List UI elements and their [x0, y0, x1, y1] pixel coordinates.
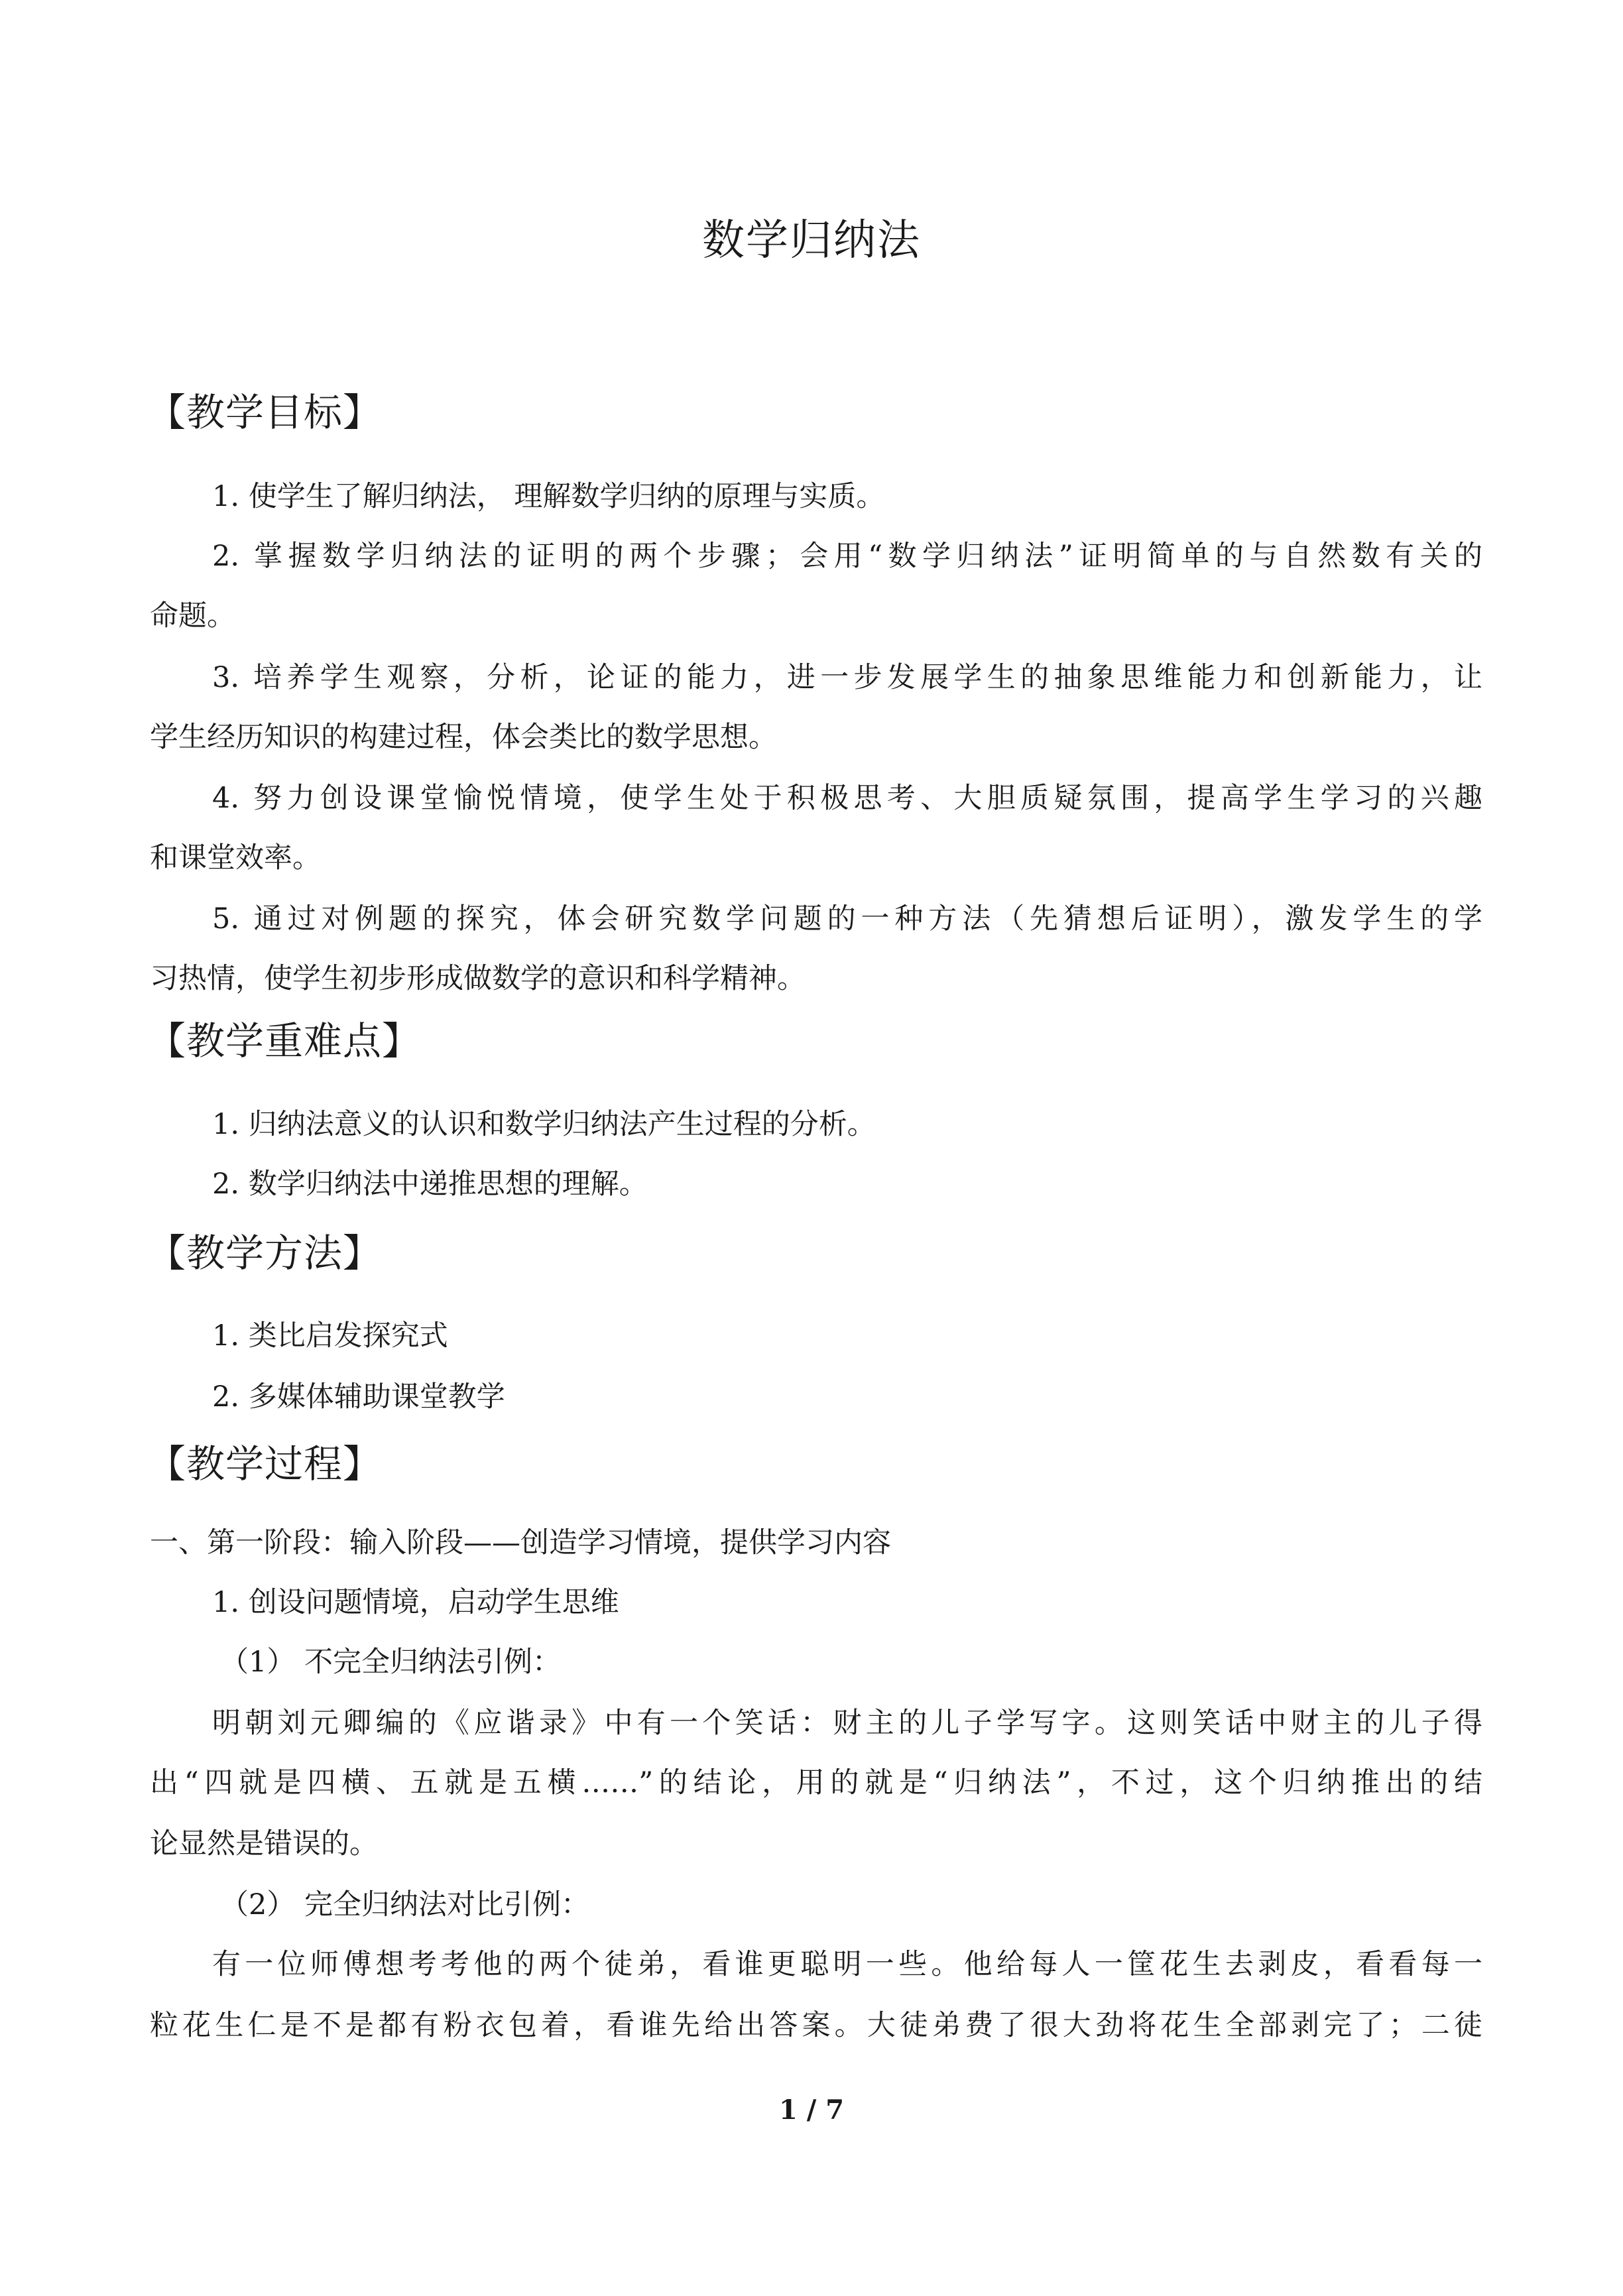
key-point-line: 2. 数学归纳法中递推思想的理解。: [212, 1168, 648, 1201]
objective-line: 4. 努力创设课堂愉悦情境，使学生处于积极思考、大胆质疑氛围，提高学生学习的兴趣: [212, 782, 1482, 815]
objective-line: 和课堂效率。: [150, 841, 321, 875]
process-line: 明朝刘元卿编的《应谐录》中有一个笑话：财主的儿子学写字。这则笑话中财主的儿子得: [212, 1707, 1482, 1740]
objective-line: 5. 通过对例题的探究，体会研究数学问题的一种方法（先猜想后证明），激发学生的学: [212, 902, 1482, 936]
section-heading-objectives: 【教学目标】: [147, 390, 383, 435]
section-heading-process: 【教学过程】: [147, 1441, 383, 1486]
process-line: 一、第一阶段：输入阶段——创造学习情境，提供学习内容: [150, 1526, 891, 1559]
process-line: 出“四就是四横、五就是五横……”的结论，用的就是“归纳法”，不过，这个归纳推出的结: [150, 1766, 1482, 1799]
objective-line: 2. 掌握数学归纳法的证明的两个步骤；会用“数学归纳法”证明简单的与自然数有关的: [212, 540, 1482, 573]
key-point-line: 1. 归纳法意义的认识和数学归纳法产生过程的分析。: [212, 1108, 876, 1141]
method-line: 2. 多媒体辅助课堂教学: [212, 1380, 505, 1414]
process-line: （1） 不完全归纳法引例：: [220, 1646, 562, 1679]
page-number: 1 / 7: [778, 2094, 845, 2126]
objective-line: 学生经历知识的构建过程，体会类比的数学思想。: [150, 721, 777, 754]
process-line: （2） 完全归纳法对比引例：: [220, 1888, 590, 1921]
page-title: 数学归纳法: [702, 216, 921, 265]
section-heading-key-points: 【教学重难点】: [147, 1018, 422, 1063]
objective-line: 1. 使学生了解归纳法， 理解数学归纳的原理与实质。: [212, 480, 885, 513]
method-line: 1. 类比启发探究式: [212, 1319, 448, 1353]
process-line: 有一位师傅想考考他的两个徒弟，看谁更聪明一些。他给每人一筐花生去剥皮，看看每一: [212, 1948, 1482, 1981]
objective-line: 习热情，使学生初步形成做数学的意识和科学精神。: [150, 962, 806, 995]
objective-line: 命题。: [150, 599, 235, 633]
objective-line: 3. 培养学生观察，分析，论证的能力，进一步发展学生的抽象思维能力和创新能力，让: [212, 661, 1482, 694]
process-line: 论显然是错误的。: [150, 1827, 378, 1860]
process-line: 粒花生仁是不是都有粉衣包着，看谁先给出答案。大徒弟费了很大劲将花生全部剥完了；二徒: [150, 2009, 1482, 2042]
process-line: 1. 创设问题情境，启动学生思维: [212, 1586, 619, 1619]
section-heading-methods: 【教学方法】: [147, 1231, 383, 1276]
